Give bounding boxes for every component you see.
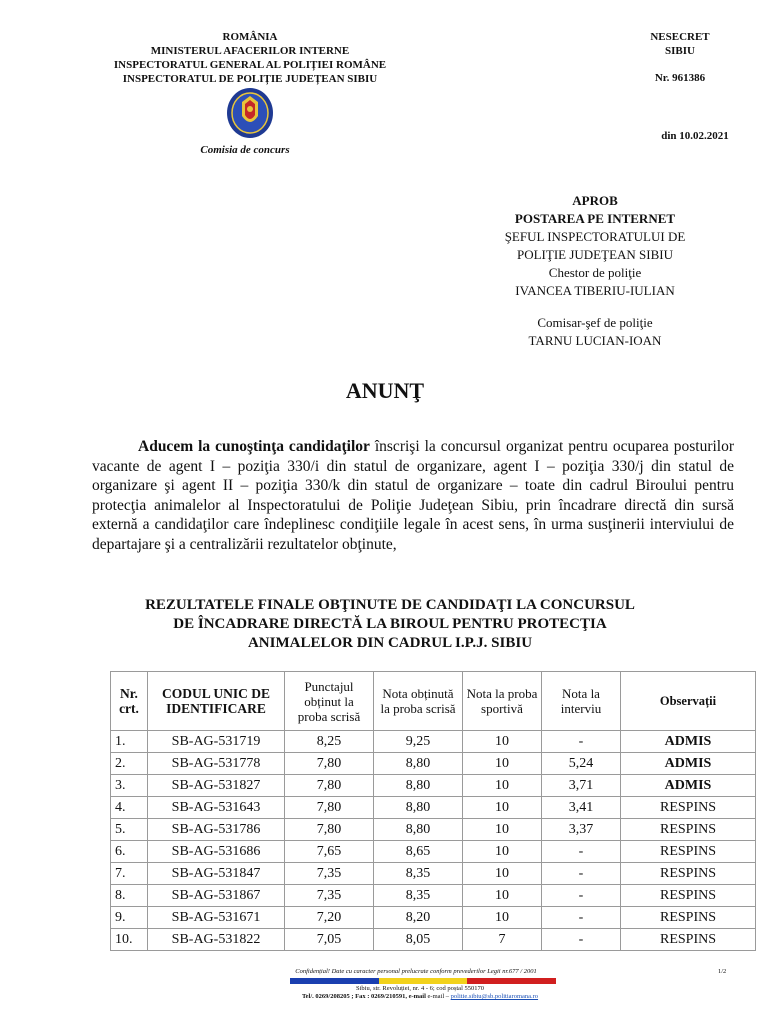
cell-nr: 4. [111,797,148,819]
approval-block [470,192,720,350]
results-title [120,596,660,653]
cell-written-grade: 8,80 [374,775,463,797]
cell-written-grade: 9,25 [374,731,463,753]
approval-line: POLIŢIE JUDEŢEAN SIBIU [517,247,673,262]
cell-nr: 10. [111,929,148,951]
cell-written-score: 7,20 [285,907,374,929]
cell-observation: RESPINS [621,841,756,863]
cell-nr: 1. [111,731,148,753]
cell-code: SB-AG-531686 [148,841,285,863]
cell-observation: ADMIS [621,775,756,797]
cell-code: SB-AG-531643 [148,797,285,819]
cell-interview-grade: - [542,907,621,929]
cell-sport-grade: 7 [463,929,542,951]
second-signatory-rank: Comisar-şef de poliţie [537,315,653,330]
intro-bold: Aducem la cunoştinţa candidaţilor [138,438,370,455]
cell-code: SB-AG-531719 [148,731,285,753]
confidentiality-note: Confidențial! Date cu caracter personal prelucrate conform prevederilor Legii nr.677 / 2001 [295,968,537,975]
cell-nr: 9. [111,907,148,929]
cell-observation: RESPINS [621,885,756,907]
contact-phone-fax: Tel/. 0269/208205 ; Fax : 0269/210591, e-mail [301,993,426,1000]
cell-written-score: 7,80 [285,753,374,775]
cell-code: SB-AG-531847 [148,863,285,885]
cell-written-score: 7,05 [285,929,374,951]
cell-observation: RESPINS [621,907,756,929]
table-row [111,819,756,841]
flag-red [467,978,556,984]
col-nr-crt: Nr. crt. [111,672,148,731]
document-title: ANUNŢ [345,378,425,403]
cell-written-score: 7,35 [285,863,374,885]
table-row [111,907,756,929]
header-line: ROMÂNIA [222,31,278,43]
results-title-line: REZULTATELE FINALE OBŢINUTE DE CANDIDAŢI LA CONCURSUL [145,597,635,613]
cell-observation: ADMIS [621,731,756,753]
cell-written-score: 7,80 [285,819,374,841]
results-table [110,671,756,951]
cell-sport-grade: 10 [463,885,542,907]
approval-line: IVANCEA TIBERIU-IULIAN [515,283,675,298]
col-observations: Observații [621,672,756,731]
tricolor-stripe [290,978,556,984]
cell-sport-grade: 10 [463,775,542,797]
city-label: SIBIU [665,45,695,57]
cell-code: SB-AG-531867 [148,885,285,907]
document-date: din 10.02.2021 [661,130,729,142]
cell-interview-grade: - [542,929,621,951]
table-row [111,929,756,951]
cell-observation: ADMIS [621,753,756,775]
cell-interview-grade: 3,37 [542,819,621,841]
cell-code: SB-AG-531827 [148,775,285,797]
cell-written-grade: 8,80 [374,797,463,819]
cell-interview-grade: - [542,731,621,753]
cell-code: SB-AG-531786 [148,819,285,841]
col-interview-grade: Nota la interviu [542,672,621,731]
cell-written-grade: 8,35 [374,863,463,885]
cell-written-score: 7,65 [285,841,374,863]
approval-line: Chestor de poliţie [548,265,642,280]
second-signatory-name: TARNU LUCIAN-IOAN [528,333,662,348]
cell-nr: 8. [111,885,148,907]
cell-sport-grade: 10 [463,907,542,929]
col-written-grade: Nota obținută la proba scrisă [374,672,463,731]
cell-code: SB-AG-531822 [148,929,285,951]
cell-nr: 6. [111,841,148,863]
cell-sport-grade: 10 [463,753,542,775]
cell-sport-grade: 10 [463,731,542,753]
table-header-row [111,672,756,731]
cell-sport-grade: 10 [463,841,542,863]
cell-sport-grade: 10 [463,863,542,885]
header-line: INSPECTORATUL GENERAL AL POLIȚIEI ROMÂNE [113,59,387,71]
results-title-line: ANIMALELOR DIN CADRUL I.P.J. SIBIU [247,635,533,651]
cell-written-grade: 8,80 [374,753,463,775]
flag-blue [290,978,379,984]
cell-interview-grade: - [542,885,621,907]
header-line: INSPECTORATUL DE POLIȚIE JUDEȚEAN SIBIU [122,73,378,85]
commission-label: Comisia de concurs [200,144,290,156]
table-row [111,841,756,863]
cell-interview-grade: 5,24 [542,753,621,775]
table-row [111,775,756,797]
flag-yellow [379,978,468,984]
institution-header [90,30,410,86]
cell-code: SB-AG-531671 [148,907,285,929]
cell-interview-grade: - [542,841,621,863]
cell-written-score: 7,80 [285,775,374,797]
registration-number: Nr. 961386 [654,72,706,84]
address-line: Sibiu, str. Revoluției, nr. 4 - 6; cod poștal 550170 [355,985,484,992]
cell-written-grade: 8,20 [374,907,463,929]
table-row [111,731,756,753]
cell-observation: RESPINS [621,863,756,885]
police-emblem-icon [225,86,275,140]
cell-written-grade: 8,35 [374,885,463,907]
classification-block [620,30,740,58]
col-written-score: Punctajul obținut la proba scrisă [285,672,374,731]
approval-title: APROB [572,193,618,208]
cell-nr: 2. [111,753,148,775]
email-link[interactable]: politie.sibiu@sb.politiaromana.ro [450,993,539,1000]
cell-interview-grade: 3,71 [542,775,621,797]
cell-nr: 7. [111,863,148,885]
col-sport-grade: Nota la proba sportivă [463,672,542,731]
classification-label: NESECRET [650,31,710,43]
cell-sport-grade: 10 [463,797,542,819]
table-row [111,885,756,907]
cell-written-score: 7,35 [285,885,374,907]
cell-written-grade: 8,05 [374,929,463,951]
cell-written-grade: 8,80 [374,819,463,841]
announcement-paragraph [92,437,734,555]
cell-interview-grade: - [542,863,621,885]
contact-separator: e-mail – [425,993,451,1000]
table-row [111,863,756,885]
page-number: 1/2 [718,968,727,975]
cell-written-score: 8,25 [285,731,374,753]
cell-nr: 5. [111,819,148,841]
cell-written-score: 7,80 [285,797,374,819]
table-row [111,753,756,775]
approval-line: ŞEFUL INSPECTORATULUI DE [504,229,686,244]
approval-subtitle: POSTAREA PE INTERNET [514,211,676,226]
contact-line [220,993,620,1000]
intro-text: înscrişi la concursul organizat pentru ocuparea posturilor vacante de agent I – poziţia 330/i din statul de organizare, agent I – poziţia 330/j din statul de organizare şi agent II – poziţia 330/k din statul de organizare – toate din cadrul Biroului pentru protecţia animalelor al Inspectoratului de Poliţie Judeţean Sibiu, prin încadrare directă din sursă externă a candidaţilor care îndeplinesc condiţiile legale în acest sens, în urma susţinerii interviului de departajare şi a centralizării rezultatelor obţinute, [92,438,735,553]
results-title-line: DE ÎNCADRARE DIRECTĂ LA BIROUL PENTRU PROTECŢIA [173,616,607,632]
header-line: MINISTERUL AFACERILOR INTERNE [150,45,350,57]
cell-nr: 3. [111,775,148,797]
col-code: CODUL UNIC DE IDENTIFICARE [148,672,285,731]
cell-observation: RESPINS [621,797,756,819]
cell-observation: RESPINS [621,929,756,951]
cell-observation: RESPINS [621,819,756,841]
cell-code: SB-AG-531778 [148,753,285,775]
cell-sport-grade: 10 [463,819,542,841]
table-row [111,797,756,819]
cell-interview-grade: 3,41 [542,797,621,819]
cell-written-grade: 8,65 [374,841,463,863]
